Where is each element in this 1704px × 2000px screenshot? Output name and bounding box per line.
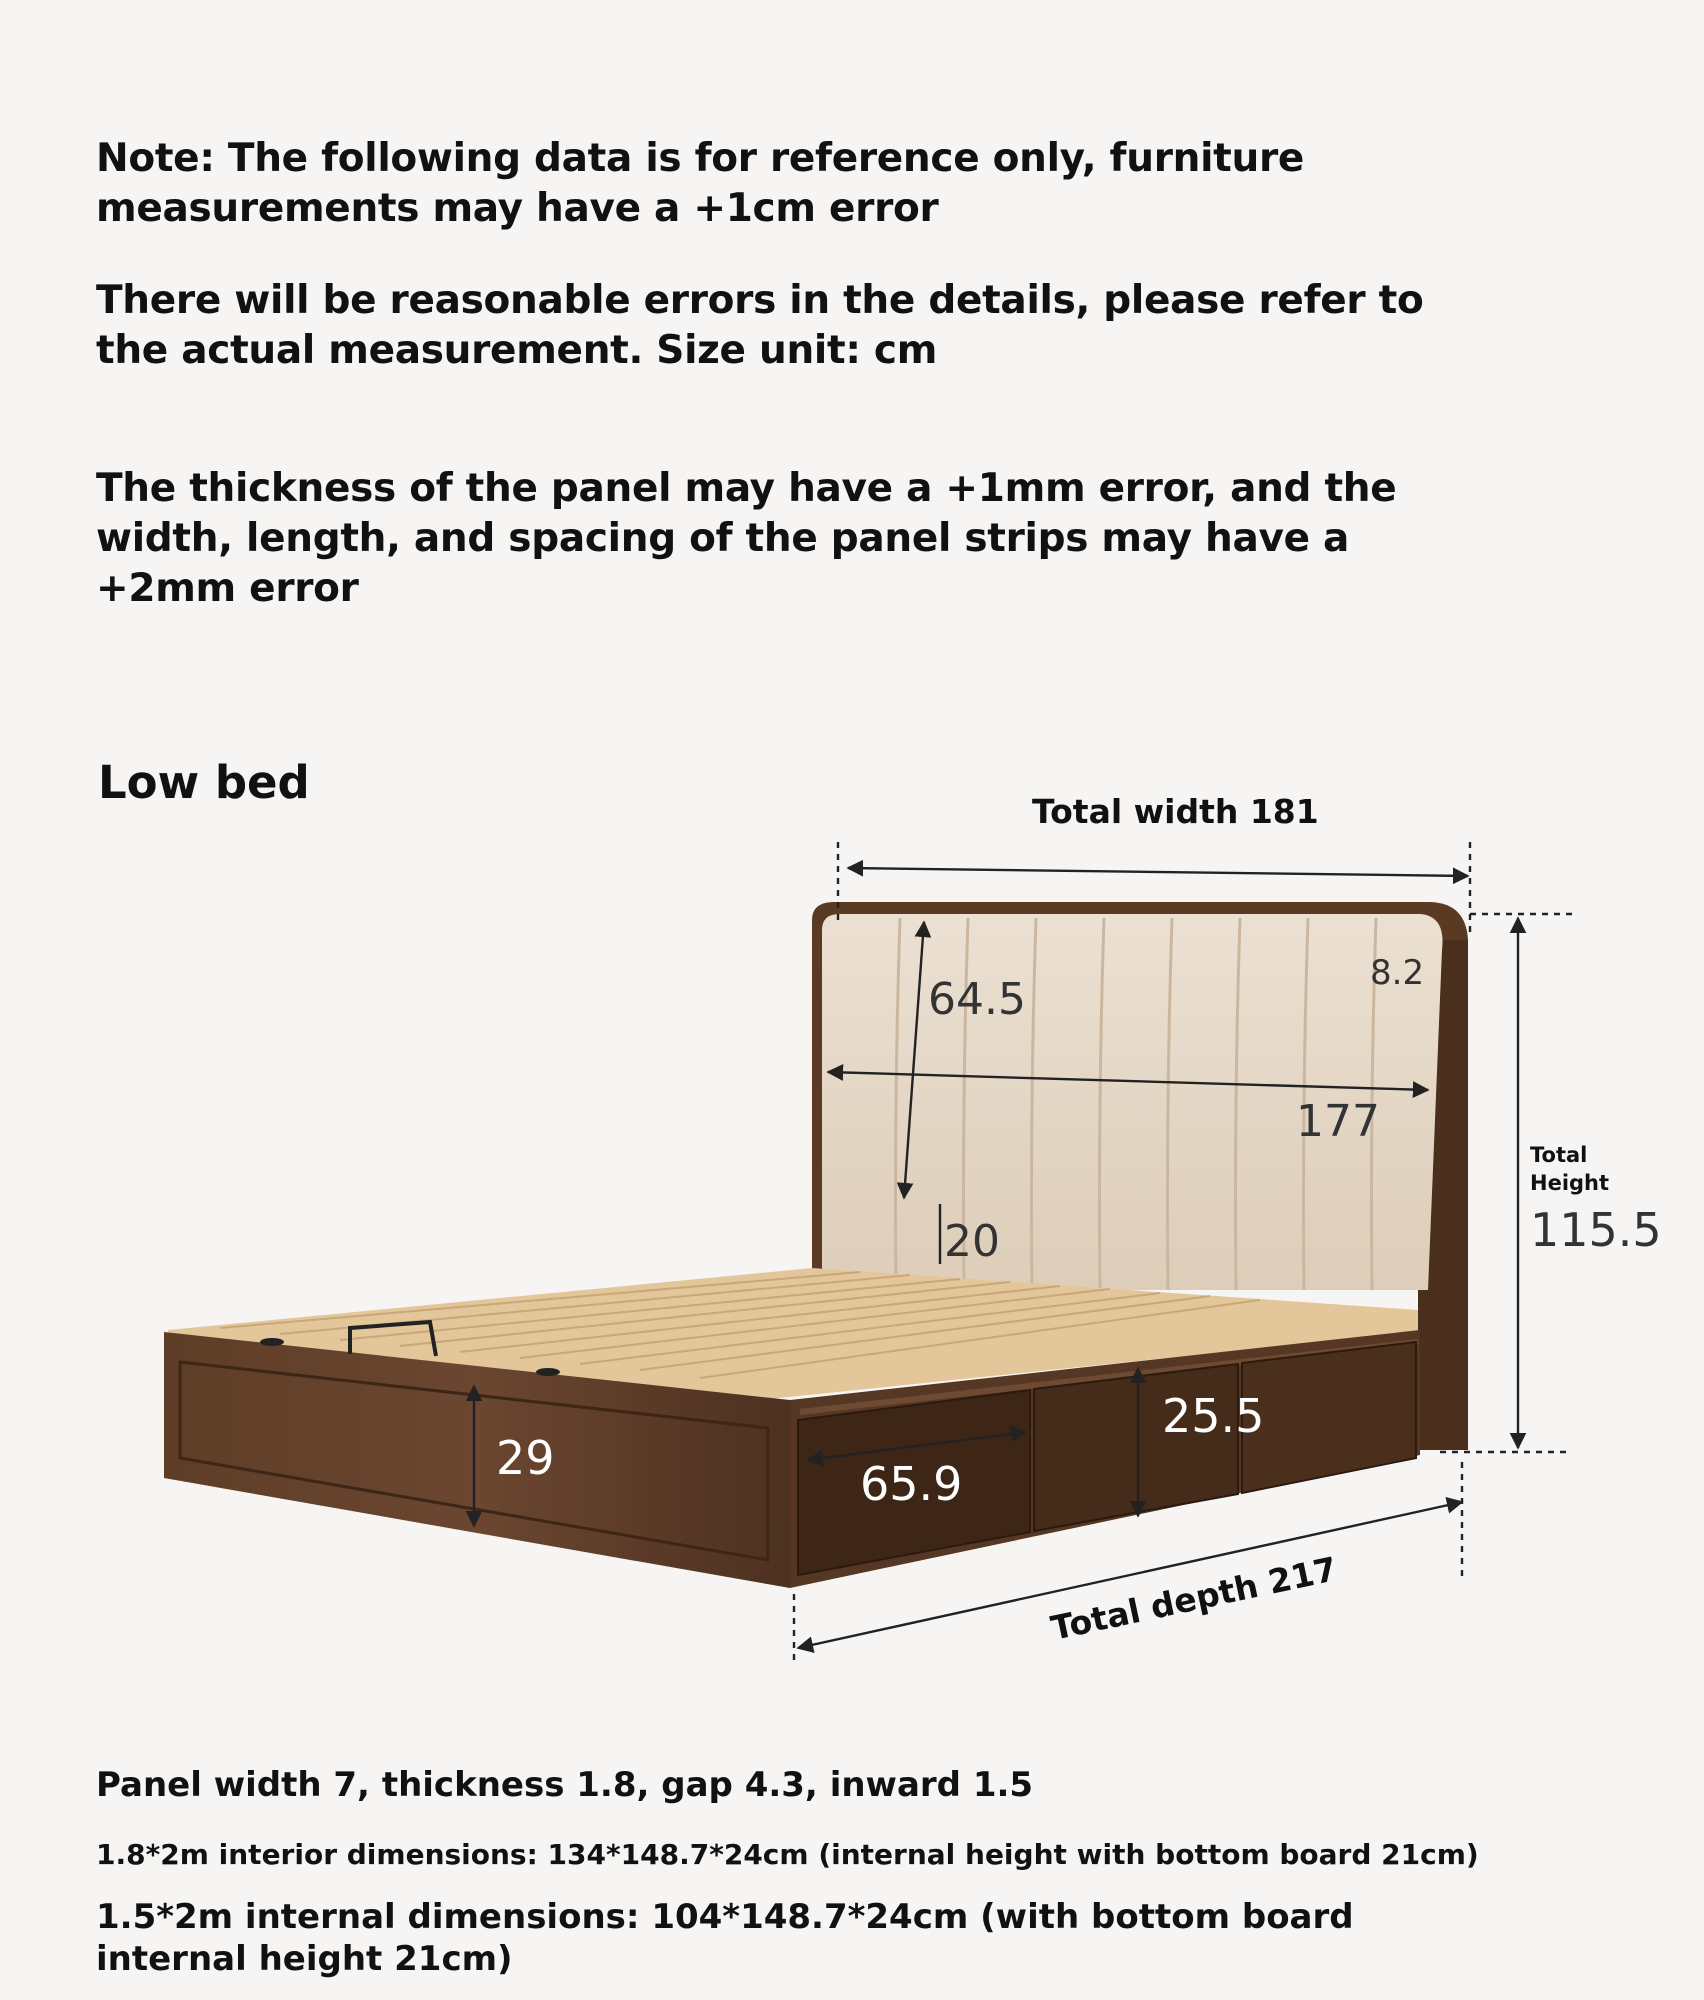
total-depth-label: Total depth 217: [1047, 1549, 1341, 1648]
headboard-height-label: 64.5: [928, 974, 1026, 1025]
cushion-gap-label: 20: [944, 1216, 1000, 1267]
note-reference-only: Note: The following data is for reference only, furniture measurements may have a +1cm error: [96, 136, 1305, 231]
panel-spec: Panel width 7, thickness 1.8, gap 4.3, inward 1.5: [96, 1765, 1034, 1805]
interior-dimensions-18: 1.8*2m interior dimensions: 134*148.7*24cm (internal height with bottom board 21cm): [96, 1838, 1479, 1871]
total-height-value: 115.5: [1530, 1203, 1662, 1257]
total-width-label: Total width 181: [1032, 792, 1319, 831]
section-title: Low bed: [98, 756, 310, 809]
drawer-height-label: 25.5: [1162, 1389, 1265, 1443]
side-thickness-label: 8.2: [1370, 953, 1425, 993]
total-height-word-1: Total: [1530, 1143, 1588, 1167]
note-panel-thickness: The thickness of the panel may have a +1mm error, and the width, length, and spacing of the panel strips may have a +2mm error: [96, 466, 1397, 611]
side-rail-height-label: 29: [496, 1431, 555, 1485]
note-reasonable-errors: There will be reasonable errors in the details, please refer to the actual measurement. Size unit: cm: [96, 278, 1424, 373]
drawer-3: [1242, 1342, 1416, 1493]
total-height-word-2: Height: [1530, 1171, 1610, 1195]
headboard-width-label: 177: [1296, 1096, 1380, 1147]
bed-dimension-diagram: [0, 760, 1704, 1720]
interior-dimensions-15: 1.5*2m internal dimensions: 104*148.7*24cm (with bottom board internal height 21cm): [96, 1897, 1354, 1979]
drawer-width-label: 65.9: [860, 1457, 963, 1511]
